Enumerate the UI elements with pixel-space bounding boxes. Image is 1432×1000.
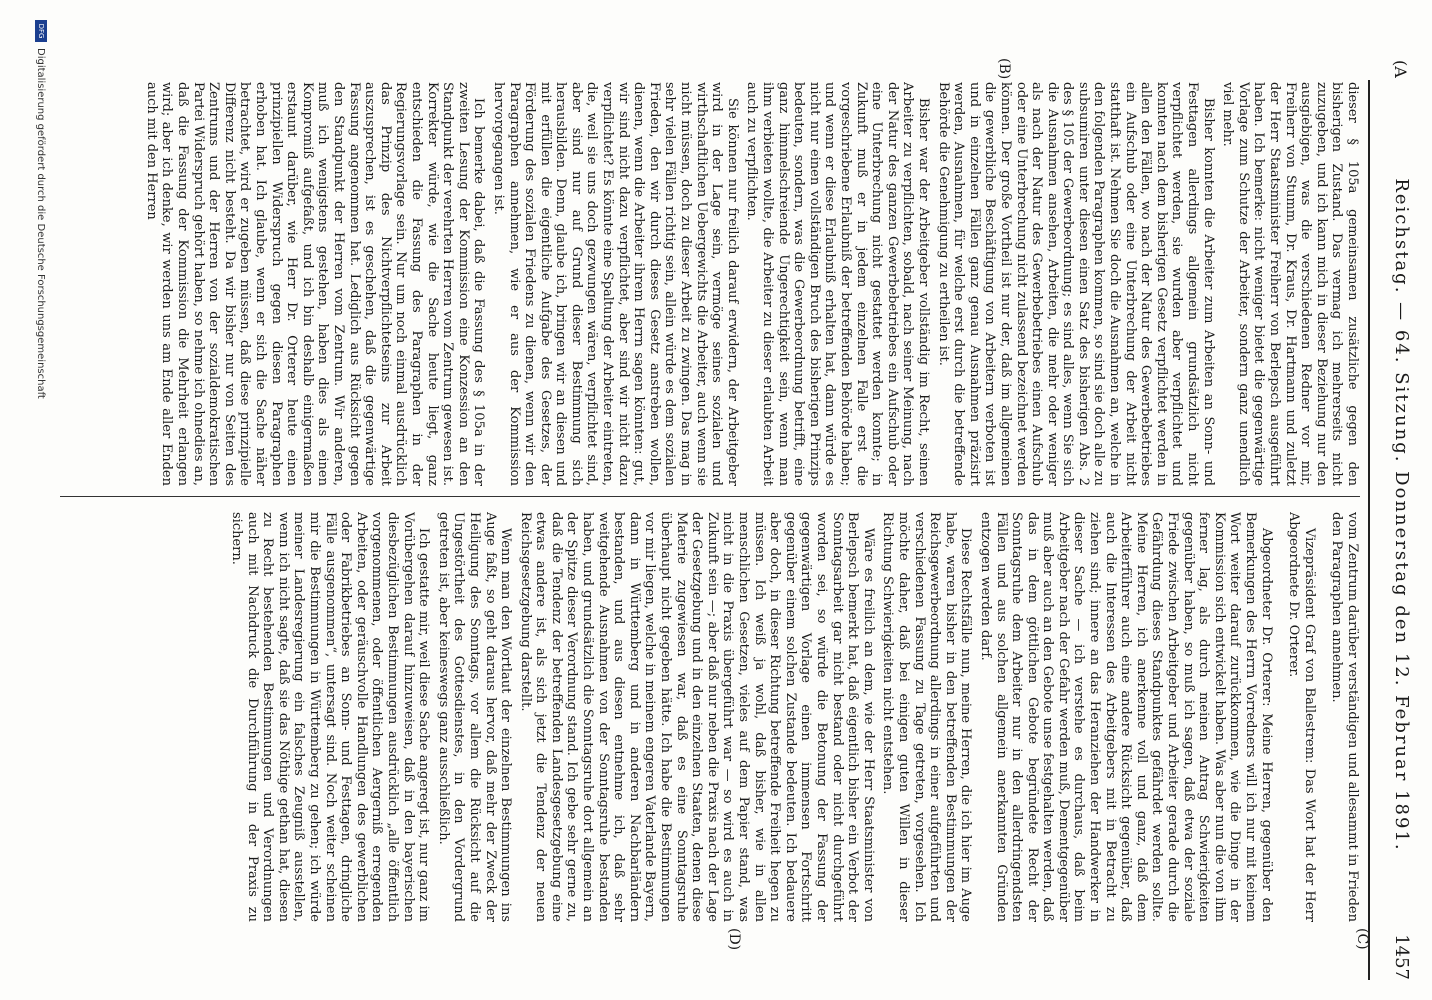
left-paragraph: Bisher konnten die Arbeiter zum Arbeiten an Sonn- und Festtagen allerdings allgemein grundsätzlich nicht verpflichtet werden, sie wurden aber verpflichtet und konnten nach dem bisherigen Gesetz verpflichtet werden in allen den Fällen, wo nach der Natur des Gewerbebetriebes ein Aufschub oder eine Unterbrechung der Arbeit nicht statthaft ist. Nehmen Sie doch die Ausnahmen an, welche in den folgenden Paragraphen kommen, so sind sie doch alle zu subsumiren unter diesen einen Satz des bisherigen Abs. 2 des § 105 der Gewerbeordnung; es sind alles, wenn Sie sich die Ausnahmen ansehen, Arbeiten, die mehr oder weniger als nach der Natur des Gewerbebetriebes einen Aufschub oder eine Unterbrechung nicht zulassend bezeichnet werden können. Der große Vortheil ist nur der, daß im allgemeinen die gewerbliche Beschäftigung von Arbeitern verboten ist und in einzelnen Fällen ganz genau Ausnahmen präzisirt werden, Ausnahmen, für welche erst durch die betreffende Behörde die Genehmigung zu ertheilen ist.	[935, 82, 1216, 486]
footer-text: Digitalisierung gefördert durch die Deutsche Forschungsgemeinschaft	[35, 48, 47, 399]
header-rule	[1368, 80, 1370, 980]
page-number: 1457	[1391, 934, 1412, 980]
column-divider	[60, 496, 1360, 497]
dfg-logo: DFG	[35, 20, 47, 42]
margin-marker-d: (D)	[726, 928, 742, 951]
right-paragraph: Ich gestatte mir, weil diese Sache angeregt ist, nur ganz im Vorübergehen darauf hinzuweisen, daß in den bayerischen diesbezüglichen Bestimmungen ausdrücklich „alle öffentlich vorgenommenen, oder öffentlichen Aergerniß erregenden Arbeiten, oder geräuschvolle Handlungen des gewerblichen oder Fabrikbetriebes an Sonn- und Festtagen, dringliche Fälle ausgenommen“, untersagt sind. Noch weiter scheinen mir die Bestimmungen in Württemberg zu gehen; ich würde meiner Landesregierung ein falsches Zeugniß ausstellen, wenn ich nicht sagte, daß sie das Nöthige gethan hat, diesen zu Recht bestehenden Bestimmungen und Verordnungen auch mit Nachdruck die Durchführung in der Praxis zu sichern.	[229, 512, 432, 922]
page-header	[1372, 70, 1412, 980]
left-paragraph: Bisher war der Arbeitgeber vollständig im Recht, seinen Arbeiter zu verpflichten, sobald, nach seiner Meinung, nach der Natur des ganzen Gewerbebetriebes ein Aufschub oder eine Unterbrechung nicht gestattet werden konnte; in Zukunft muß er in jedem einzelnen Falle erst die vorgeschriebene Erlaubniß der betreffenden Behörde haben; und wenn er diese Erlaubniß erhalten hat, dann würde es nicht nur einen vollständigen Bruch des bisherigen Prinzips bedeuten, sondern, was die Gewerbeordnung betrifft, eine ganz himmelschreiende Ungerechtigkeit sein, wenn man ihm verbieten wollte, die Arbeiter zu dieser erlaubten Arbeit auch zu verpflichten.	[744, 82, 931, 486]
header-title: Reichstag. — 64. Sitzung. Donnerstag den 12. Februar 1891.	[1391, 178, 1412, 852]
right-paragraph: Abgeordneter Dr. Orterer: Meine Herren, gegenüber den Bemerkungen des Herrn Vorredners will ich nur mit keinem Wort weiter darauf zurückkommen, wie die Dinge in der Kommission sich entwickelt haben. Was aber nun die von ihm ferner lag, als durch meinen Antrag Schwierigkeiten gegenüber haben, so muß ich sagen, daß etwa der soziale Friede zwischen Arbeitgeber und Arbeiter gerade durch die Gefährdung dieses Standpunktes gefährdet werden sollte. Meine Herren, ich anerkenne voll und ganz, daß dem Arbeiterführer auch eine andere Rücksicht gegenüber, daß auch die Interessen des Arbeitgebers mit in Betracht zu ziehen sind; innere an das Heranziehen der Handwerker in dieser Sache — ich verstehe es durchaus, daß beim Arbeitgeber nach der Gefahr werden muß, Dementgegenüber muß aber auch an den Gebote unse festgehalten werden, daß das in dem göttlichen Gebote begründete Recht der Sonntagsruhe dem Arbeiter nur in den allerdringendsten Fällen und aus solchen allgemein anerkannten Gründen entzogen werden darf.	[977, 512, 1274, 922]
right-paragraph: Wenn man den Wortlaut der einzelnen Bestimmungen ins Auge faßt, so geht daraus hervor, daß mehr der Zweck der Heiligung des Sonntags, vor allem die Rücksicht auf die Ungestörtheit des Gottesdienstes, in den Vordergrund getreten ist, aber keineswegs ganz ausschließlich.	[435, 512, 514, 922]
left-column	[60, 82, 1360, 486]
digitization-footer	[35, 20, 47, 399]
right-paragraph: Wäre es freilich an dem, wie der Herr Staatsminister von Berlepsch bemerkt hat, daß eigentlich bisher ein Verbot der Sonntagsarbeit gar nicht bestand oder nicht durchgeführt worden sei, so würde die Betonung der Fassung der gegenwärtigen Vorlage einen immensen Fortschritt gegenüber einem solchen Zustande bedeuten. Ich bedauere aber doch, in dieser Richtung betreffende Freiheit hegen zu müssen. Ich weiß ja wohl, daß bisher, wie in allen menschlichen Gesetzen, vieles auf dem Papier stand, was nicht in die Praxis übergeführt war — so wird es auch in Zukunft sein —; aber daß nur neben die Praxis nach der Lage der Gesetzgebung und in den einzelnen Staaten, denen diese Materie zugewiesen war, daß es eine Sonntagsruhe überhaupt nicht gegeben hätte. Ich habe die Bestimmungen vor mir liegen, welche in meinem engeren Vaterlande Bayern, dann in Württemberg und in anderen Nachbarländern bestanden, und aus diesen entnehme ich, daß sehr weitgehende Ausnahmen von der Sonntagsruhe bestanden haben, und grundsätzlich die Sonntagsruhe dort allgemein an der Spitze dieser Verordnung stand. Ich gebe sehr gerne zu, daß die Tendenz der betreffenden Landesgesetzgebung eine etwas andere ist, als sich jetzt die Tendenz der neuen Reichsgesetzgebung darstellt.	[517, 512, 876, 922]
margin-marker-c: (C)	[1354, 928, 1370, 950]
right-paragraph: Vizepräsident Graf von Ballestrem: Das Wort hat der Herr Abgeordnete Dr. Orterer.	[1286, 512, 1317, 922]
right-paragraph: vom Zentrum darüber verständigen und allesammt in Frieden den Paragraphen annehmen.	[1329, 512, 1360, 922]
left-paragraph: Ich bemerke dabei, daß die Fassung des § 105a in der zweiten Lesung der Kommission eine Konzession an den Standpunkt der verehrten Herren vom Zentrum gewesen ist. Korrekter würde, wie die Sache heute liegt, ganz entschieden die Fassung des Paragraphen in der Regierungsvorlage sein. Nur um noch einmal ausdrücklich das Prinzip des Nichtverpflichtetseins zur Arbeit auszusprechen, ist es geschehen, daß die gegenwärtige Fassung angenommen hat. Lediglich aus Rücksicht gegen den Standpunkt der Herren vom Zentrum. Wir anderen, muß ich wenigstens gestehen, haben dies als einen Kompromiß aufgefaßt, und ich bin deshalb einigermaßen erstaunt darüber, wie Herr Dr. Orterer heute einen prinzipiellen Widerspruch gegen diesen Paragraphen erhoben hat. Ich glaube, wenn er sich die Sache näher betrachtet, wird er zugeben müssen, daß diese prinzipielle Differenz nicht besteht. Da wir bisher nur von Seiten des Zentrums und der Herren von der sozialdemokratischen Partei Widerspruch gehört haben, so nehme ich ohnedies an, daß die Fassung der Kommission die Mehrheit erlangen wird; aber ich denke, wir werden uns am Ende aller Enden auch mit den Herren	[143, 82, 487, 486]
left-paragraph: dieser § 105a gemeinsamen zusätzliche gegen den bisherigen Zustand. Das vermag ich mehrerseits nicht zuzugeben, und ich kann mich in dieser Beziehung nur den ausgiebigen, was die verschiedenen Redner vor mir, Freiherr von Stumm, Dr. Kraus, Dr. Hartmann und zuletzt der Herr Staatsminister Freiherr von Berlepsch ausgeführt haben. Ich bemerke: nicht weniger bietet die gegenwärtige Vorlage zum Schutze der Arbeiter, sondern ganz unendlich viel mehr.	[1220, 82, 1360, 486]
right-column	[60, 512, 1360, 922]
right-paragraph: Diese Rechtsfälle nun, meine Herren, die ich hier im Auge habe, waren bisher in den betreffenden Bestimmungen der Reichsgewerbeordnung allerdings in einer aufgeführten und verschiedenen Fassung zu Tage getreten, vorgesehen. Ich möchte daher, daß bei einigen guten Willen in dieser Richtung Schwierigkeiten nicht entstehen.	[880, 512, 974, 922]
margin-marker-b: (B)	[996, 58, 1012, 80]
margin-marker-a: (A	[1391, 60, 1410, 78]
left-paragraph: Sie können nur freilich darauf erwidern, der Arbeitgeber wird in der Lage sein, vermöge seines sozialen und wirthschaftlichen Uebergewichts die Arbeiter, auch wenn sie nicht müssen, doch zu dieser Arbeit zu zwingen. Das mag in sehr vielen Fällen richtig sein, allein würde es dem sozialen Frieden, den wir durch dieses Gesetz anstreben wollen, dienen, wenn die Arbeiter ihrem Herrn sagen könnten: gut, wir sind nicht dazu verpflichtet, aber sind wir nicht dazu verpflichtet? Es könnte eine Spaltung der Arbeiter eintreten, die, weil sie uns doch gezwungen wären, verpflichtet sind, aber sind nur auf Grund dieser Bestimmung sich herausbilden. Denn, glaube ich, bringen wir an diesen und mit erfüllen die eigentliche Aufgabe des Gesetzes, der Förderung des sozialen Friedens zu dienen, wenn wir den Paragraphen annehmen, wie er aus der Kommission hervorgegangen ist.	[490, 82, 740, 486]
